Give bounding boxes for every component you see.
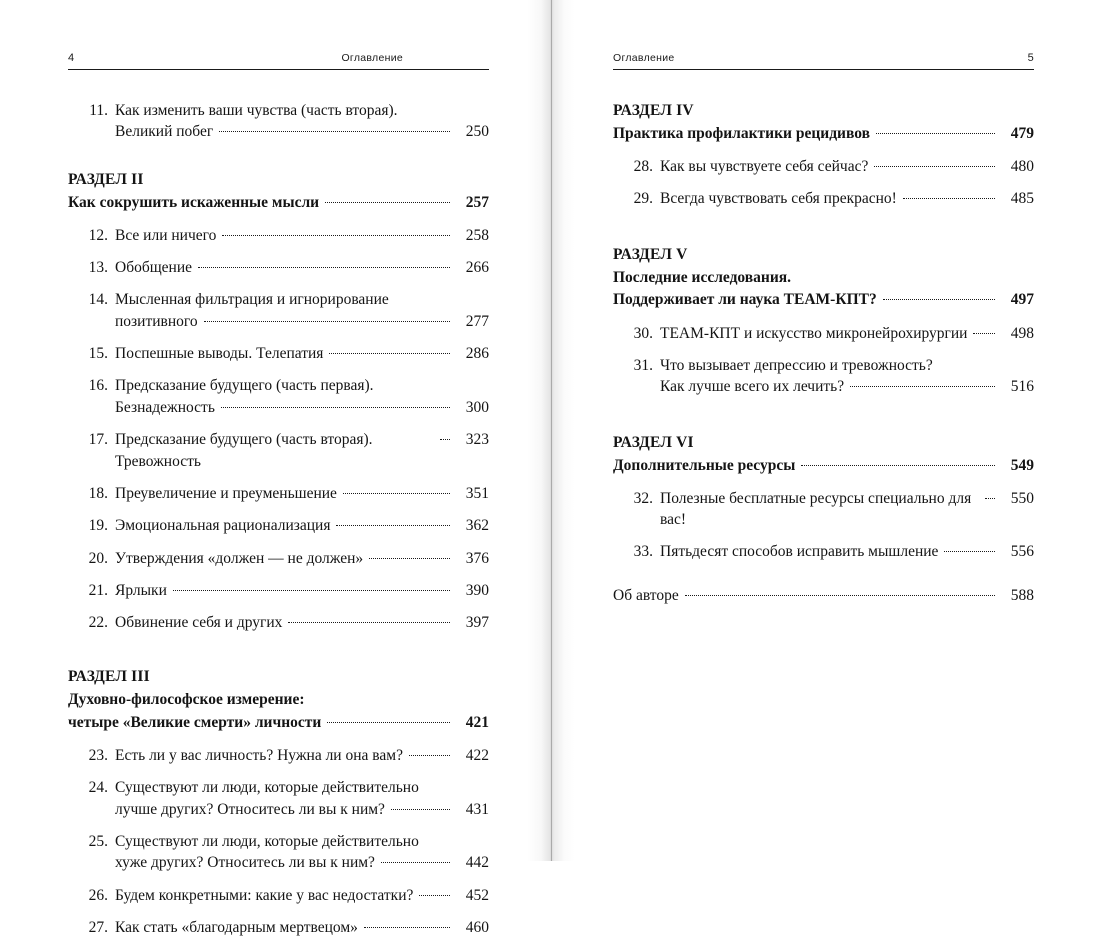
entry-title: Что вызывает депрессию и тревожность? — [660, 357, 933, 374]
entry-page: 422 — [465, 746, 489, 764]
part-title[interactable] — [68, 689, 489, 734]
entry-number: 17. — [88, 431, 108, 449]
running-head-label-left: Оглавление — [341, 52, 403, 64]
entry-page: 550 — [1010, 489, 1034, 507]
toc-entry[interactable] — [68, 429, 489, 472]
dot-leader — [369, 558, 450, 559]
entry-number: 22. — [88, 614, 108, 632]
entry-number: 14. — [88, 291, 108, 309]
entry-page: 460 — [465, 919, 489, 937]
page-right — [551, 0, 1102, 861]
entry-title: Как вы чувствуете себя сейчас? — [660, 157, 869, 175]
entry-title-cont: Как лучше всего их лечить? — [660, 378, 845, 396]
dot-leader — [944, 551, 995, 552]
running-head-right — [613, 52, 1034, 70]
entry-page: 442 — [465, 854, 489, 872]
dot-leader — [364, 927, 450, 928]
dot-leader — [883, 299, 995, 300]
entry-page: 397 — [465, 614, 489, 632]
entry-page: 588 — [1010, 586, 1034, 604]
dot-leader — [876, 133, 995, 134]
dot-leader — [850, 386, 995, 387]
toc-entry[interactable] — [68, 777, 489, 820]
dot-leader — [204, 321, 450, 322]
entry-title: Эмоциональная рационализация — [115, 517, 331, 535]
toc-entry[interactable] — [68, 225, 489, 246]
entry-page: 376 — [465, 549, 489, 567]
entry-number: 19. — [88, 517, 108, 535]
entry-page: 431 — [465, 800, 489, 818]
toc-left — [68, 100, 489, 939]
entry-title-cont: позитивного — [115, 312, 198, 330]
page-left — [0, 0, 551, 937]
toc-entry-about-author[interactable] — [613, 585, 1034, 606]
entry-title: Как стать «благодарным мертвецом» — [115, 919, 358, 937]
toc-entry[interactable] — [68, 343, 489, 364]
entry-title: Как изменить ваши чувства (часть вторая). — [115, 102, 398, 119]
dot-leader — [343, 493, 450, 494]
dot-leader — [327, 722, 450, 723]
entry-title: Предсказание будущего (часть вторая). Тревожность — [115, 431, 373, 470]
dot-leader — [440, 439, 450, 440]
entry-title: Предсказание будущего (часть первая). — [115, 377, 374, 395]
part-label: РАЗДЕЛ III — [68, 667, 150, 685]
entry-page: 351 — [465, 484, 489, 502]
toc-entry[interactable] — [68, 745, 489, 766]
entry-number: 23. — [88, 746, 108, 764]
entry-page: 258 — [465, 226, 489, 244]
entry-title: Полезные бесплатные ресурсы специально для вас! — [660, 489, 972, 528]
toc-entry[interactable] — [68, 831, 489, 874]
entry-page: 277 — [465, 312, 489, 330]
part-title[interactable] — [613, 123, 1034, 144]
dot-leader — [198, 267, 450, 268]
entry-title: Обвинение себя и других — [115, 614, 283, 632]
entry-number: 18. — [88, 484, 108, 502]
toc-entry[interactable] — [613, 323, 1034, 344]
entry-number: 29. — [633, 190, 653, 208]
entry-page: 498 — [1010, 324, 1034, 342]
part-page: 479 — [1010, 125, 1034, 143]
part-title-text: четыре «Великие смерти» личности — [68, 713, 322, 731]
dot-leader — [985, 498, 995, 499]
entry-title: Всегда чувствовать себя прекрасно! — [660, 190, 897, 208]
toc-entry[interactable] — [68, 100, 489, 143]
toc-entry[interactable] — [68, 375, 489, 418]
dot-leader — [903, 198, 995, 199]
part-title-line: Духовно-философское измерение: — [68, 691, 305, 709]
folio-left: 4 — [68, 52, 75, 64]
part-title-line: Последние исследования. — [613, 268, 792, 286]
dot-leader — [409, 755, 450, 756]
entry-page: 516 — [1010, 378, 1034, 396]
entry-title: Утверждения «должен — не должен» — [115, 549, 364, 567]
part-label: РАЗДЕЛ V — [613, 245, 688, 263]
part-title-text: Как сокрушить искаженные мысли — [68, 194, 320, 212]
toc-entry[interactable] — [613, 188, 1034, 209]
entry-title: Будем конкретными: какие у вас недостатки? — [115, 886, 414, 904]
dot-leader — [973, 333, 995, 334]
part-title[interactable] — [68, 192, 489, 213]
part-title-text: Дополнительные ресурсы — [613, 457, 796, 475]
entry-title: Все или ничего — [115, 226, 217, 244]
entry-number: 16. — [88, 377, 108, 395]
entry-page: 480 — [1010, 157, 1034, 175]
entry-number: 25. — [88, 833, 108, 850]
dot-leader — [381, 862, 450, 863]
part-page: 421 — [465, 713, 489, 731]
entry-page: 323 — [465, 431, 489, 449]
toc-entry[interactable] — [68, 515, 489, 536]
entry-number: 27. — [88, 919, 108, 937]
part-heading — [613, 244, 1034, 312]
entry-number: 11. — [89, 102, 108, 119]
dot-leader — [221, 407, 450, 408]
dot-leader — [336, 525, 450, 526]
dot-leader — [685, 595, 995, 596]
toc-entry[interactable] — [613, 355, 1034, 398]
toc-entry[interactable] — [68, 548, 489, 569]
entry-page: 556 — [1010, 543, 1034, 561]
dot-leader — [874, 166, 995, 167]
toc-entry[interactable] — [68, 483, 489, 504]
entry-page: 286 — [465, 345, 489, 362]
part-page: 497 — [1010, 291, 1034, 309]
part-label: РАЗДЕЛ II — [68, 170, 144, 188]
toc-entry[interactable] — [68, 885, 489, 906]
entry-title-cont: Великий побег — [115, 123, 214, 141]
entry-title: TEAM-КПТ и искусство микронейрохирургии — [660, 324, 968, 342]
part-page: 549 — [1010, 457, 1034, 475]
toc-entry[interactable] — [68, 289, 489, 332]
toc-entry[interactable] — [68, 580, 489, 601]
entry-number: 26. — [88, 886, 108, 904]
entry-title: Ярлыки — [115, 582, 167, 599]
folio-right: 5 — [1027, 52, 1034, 64]
entry-number: 13. — [88, 258, 108, 276]
entry-page: 485 — [1010, 190, 1034, 208]
toc-entry[interactable] — [68, 257, 489, 278]
toc-entry[interactable] — [68, 917, 489, 938]
entry-page: 362 — [465, 517, 489, 535]
entry-number: 20. — [88, 549, 108, 567]
entry-number: 21. — [88, 582, 108, 599]
entry-title-cont: лучше других? Относитесь ли вы к ним? — [115, 800, 385, 818]
part-page: 257 — [465, 194, 489, 212]
entry-number: 28. — [633, 157, 653, 175]
dot-leader — [419, 895, 450, 896]
entry-number: 12. — [88, 226, 108, 244]
toc-right — [613, 100, 1034, 606]
toc-entry[interactable] — [68, 612, 489, 633]
entry-title: Об авторе — [613, 586, 679, 604]
part-title[interactable] — [613, 455, 1034, 476]
part-label: РАЗДЕЛ IV — [613, 102, 694, 119]
entry-title: Существуют ли люди, которые действительно — [115, 833, 419, 850]
entry-number: 33. — [633, 543, 653, 561]
toc-entry[interactable] — [613, 541, 1034, 562]
part-heading — [68, 666, 489, 734]
part-label: РАЗДЕЛ VI — [613, 433, 694, 451]
part-title-text: Поддерживает ли наука TEAM-КПТ? — [613, 291, 877, 309]
entry-number: 30. — [633, 324, 653, 342]
entry-title: Обобщение — [115, 258, 193, 276]
entry-number: 15. — [88, 345, 108, 362]
dot-leader — [222, 235, 450, 236]
part-title[interactable] — [613, 267, 1034, 312]
dot-leader — [329, 353, 450, 354]
dot-leader — [219, 131, 450, 132]
entry-title: Преувеличение и преуменьшение — [115, 484, 337, 502]
entry-number: 32. — [633, 489, 653, 507]
entry-page: 452 — [465, 886, 489, 904]
running-head-left — [68, 52, 489, 70]
part-heading — [613, 100, 1034, 145]
entry-page: 250 — [465, 123, 489, 141]
part-heading — [68, 169, 489, 214]
entry-title-cont: Безнадежность — [115, 398, 215, 416]
entry-number: 31. — [633, 357, 653, 374]
part-heading — [613, 432, 1034, 477]
dot-leader — [288, 622, 450, 623]
toc-entry[interactable] — [613, 488, 1034, 531]
dot-leader — [801, 465, 995, 466]
dot-leader — [325, 202, 450, 203]
entry-page: 266 — [465, 258, 489, 276]
entry-number: 24. — [88, 779, 108, 797]
part-title-text: Практика профилактики рецидивов — [613, 125, 870, 143]
entry-title: Существуют ли люди, которые действительно — [115, 779, 419, 797]
dot-leader — [391, 809, 450, 810]
entry-title: Есть ли у вас личность? Нужна ли она вам? — [115, 746, 403, 764]
entry-title: Пятьдесят способов исправить мышление — [660, 543, 939, 561]
running-head-label-right: Оглавление — [613, 52, 675, 64]
entry-title: Поспешные выводы. Телепатия — [115, 345, 324, 362]
entry-page: 300 — [465, 398, 489, 416]
toc-entry[interactable] — [613, 156, 1034, 177]
entry-title-cont: хуже других? Относитесь ли вы к ним? — [115, 854, 375, 872]
entry-page: 390 — [465, 582, 489, 599]
dot-leader — [173, 590, 450, 591]
entry-title: Мысленная фильтрация и игнорирование — [115, 291, 389, 309]
